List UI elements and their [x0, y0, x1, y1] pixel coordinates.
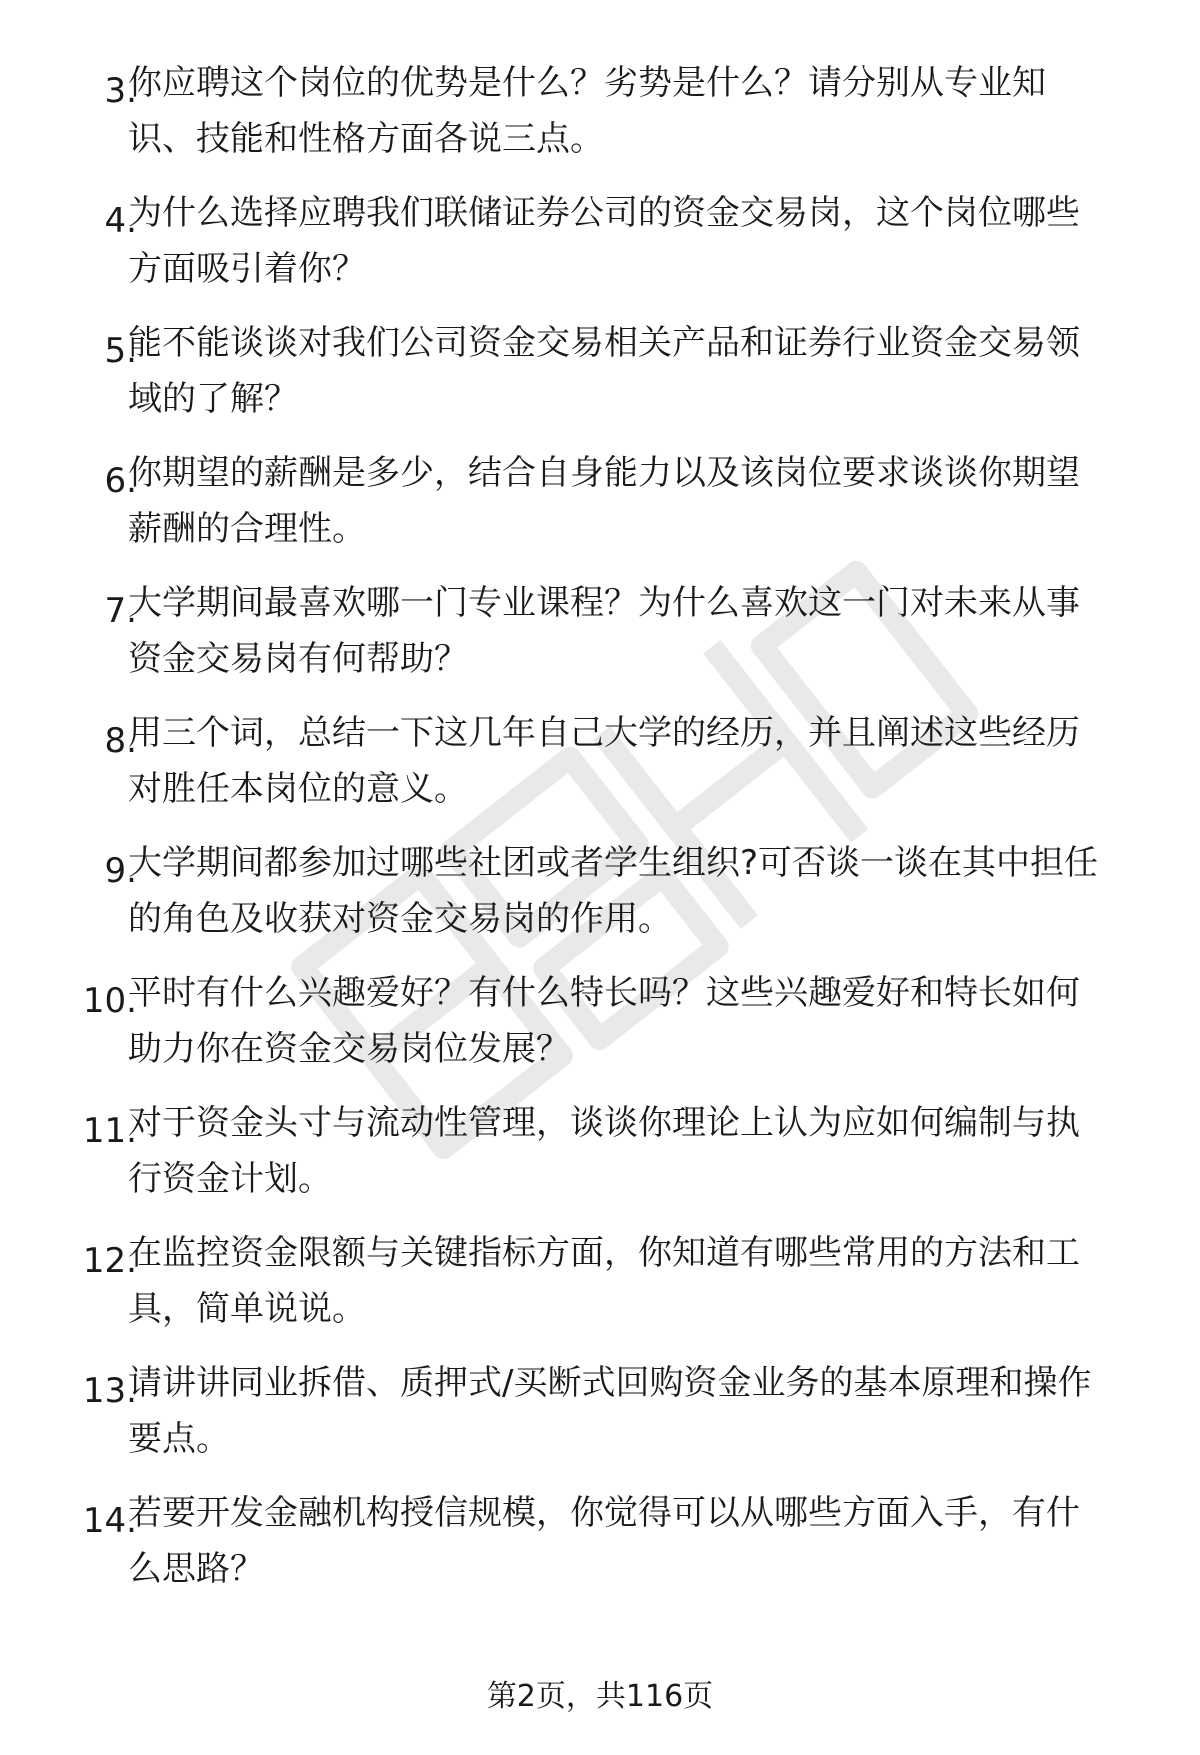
page-number-footer: 第2页，共116页: [486, 1679, 714, 1714]
question-text-line: 你期望的薪酬是多少，结合自身能力以及该岗位要求谈谈你期望: [128, 453, 1080, 493]
question-number: 11.: [82, 1111, 137, 1151]
question-text-line: 若要开发金融机构授信规模，你觉得可以从哪些方面入手，有什: [128, 1493, 1080, 1533]
question-text-line: 平时有什么兴趣爱好？有什么特长吗？这些兴趣爱好和特长如何: [128, 973, 1080, 1013]
question-number: 10.: [82, 981, 137, 1021]
question-number: 3.: [104, 71, 137, 111]
question-text-line: 为什么选择应聘我们联储证券公司的资金交易岗，这个岗位哪些: [128, 193, 1080, 233]
question-text-line: 大学期间最喜欢哪一门专业课程？为什么喜欢这一门对未来从事: [128, 583, 1080, 623]
question-text-line: 在监控资金限额与关键指标方面，你知道有哪些常用的方法和工: [128, 1233, 1080, 1273]
question-item: [0, 1488, 1200, 1589]
question-number: 14.: [82, 1501, 137, 1541]
question-text-line: 行资金计划。: [128, 1159, 332, 1199]
question-number: 5.: [104, 331, 137, 371]
question-text-line: 助力你在资金交易岗位发展？: [128, 1029, 570, 1069]
question-item: [0, 318, 1200, 419]
question-number: 6.: [104, 461, 137, 501]
question-text-line: 你应聘这个岗位的优势是什么？劣势是什么？请分别从专业知: [128, 63, 1046, 103]
question-text-line: 资金交易岗有何帮助？: [128, 639, 468, 679]
question-number: 12.: [82, 1241, 137, 1281]
question-item: [0, 578, 1200, 679]
question-text-line: 要点。: [128, 1419, 230, 1459]
question-item: [0, 448, 1200, 549]
question-number: 7.: [104, 591, 137, 631]
question-text-line: 薪酬的合理性。: [128, 509, 366, 549]
question-item: [0, 1228, 1200, 1329]
question-number: 9.: [104, 851, 137, 891]
question-text-line: 请讲讲同业拆借、质押式/买断式回购资金业务的基本原理和操作: [128, 1363, 1092, 1403]
question-number: 4.: [104, 201, 137, 241]
question-item: [0, 708, 1200, 809]
question-text-line: 域的了解？: [128, 379, 298, 419]
question-text-line: 大学期间都参加过哪些社团或者学生组织?可否谈一谈在其中担任: [128, 843, 1099, 883]
question-item: [0, 838, 1200, 939]
question-item: [0, 1098, 1200, 1199]
question-text-line: 具，简单说说。: [128, 1289, 366, 1329]
question-list: [0, 58, 1200, 1618]
question-text-line: 的角色及收获对资金交易岗的作用。: [128, 899, 672, 939]
question-number: 8.: [104, 721, 137, 761]
question-text-line: 对于资金头寸与流动性管理，谈谈你理论上认为应如何编制与执: [128, 1103, 1080, 1143]
question-item: [0, 58, 1200, 159]
question-text-line: 能不能谈谈对我们公司资金交易相关产品和证券行业资金交易领: [128, 323, 1080, 363]
question-number: 13.: [82, 1371, 137, 1411]
question-item: [0, 968, 1200, 1069]
question-text-line: 对胜任本岗位的意义。: [128, 769, 468, 809]
question-item: [0, 188, 1200, 289]
question-item: [0, 1358, 1200, 1459]
question-text-line: 方面吸引着你？: [128, 249, 366, 289]
question-text-line: 么思路？: [128, 1549, 264, 1589]
question-text-line: 识、技能和性格方面各说三点。: [128, 119, 604, 159]
question-text-line: 用三个词，总结一下这几年自己大学的经历，并且阐述这些经历: [128, 713, 1080, 753]
